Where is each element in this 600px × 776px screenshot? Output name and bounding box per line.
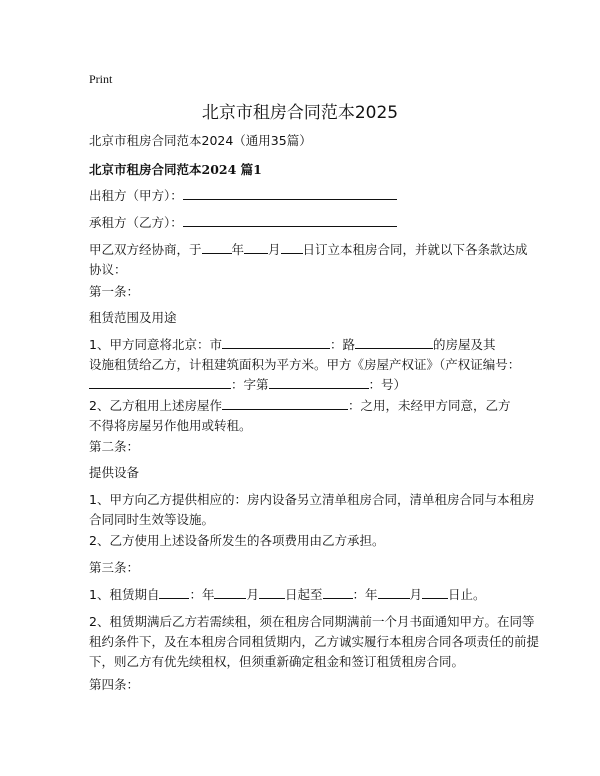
clause-1-1-text-e: ：号） bbox=[368, 377, 407, 392]
print-link[interactable]: Print bbox=[89, 72, 113, 86]
lessee-blank[interactable] bbox=[183, 213, 397, 227]
lessee-line bbox=[89, 213, 529, 233]
intro-paragraph bbox=[89, 240, 529, 280]
document-title: 北京市租房合同范本2025 bbox=[201, 103, 399, 123]
intro-text-c: 月 bbox=[268, 242, 281, 257]
clause-3-1 bbox=[89, 585, 529, 605]
article-2-heading: 第二条： bbox=[89, 439, 140, 454]
certificate-number-blank[interactable] bbox=[89, 375, 231, 389]
clause-3-1-text-c: 月 bbox=[246, 587, 259, 602]
intro-text-a: 甲乙双方经协商，于 bbox=[89, 242, 202, 257]
intro-day-blank[interactable] bbox=[281, 240, 303, 254]
city-blank[interactable] bbox=[222, 335, 330, 349]
end-month-blank[interactable] bbox=[378, 585, 410, 599]
clause-3-1-text-b: ：年 bbox=[189, 587, 215, 602]
clause-2-2: 2、乙方使用上述设备所发生的各项费用由乙方承担。 bbox=[89, 533, 385, 548]
start-month-blank[interactable] bbox=[214, 585, 246, 599]
clause-3-1-text-g: 日止。 bbox=[448, 587, 486, 602]
intro-text-b: 年 bbox=[231, 242, 245, 257]
clause-1-2-text-a: 2、乙方租用上述房屋作 bbox=[89, 398, 222, 413]
intro-year-blank[interactable] bbox=[202, 240, 232, 254]
document-subtitle: 北京市租房合同范本2024（通用35篇） bbox=[89, 133, 312, 148]
clause-3-1-text-d: 日起至 bbox=[284, 587, 323, 602]
clause-2-1-line2: 合同同时生效等设施。 bbox=[89, 512, 215, 527]
clause-2-1 bbox=[89, 490, 535, 530]
clause-3-2-line2: 租约条件下，及在本租房合同租赁期内，乙方诚实履行本租房合同各项责任的前提 bbox=[89, 634, 540, 649]
lessee-label: 承租方（乙方）： bbox=[89, 215, 183, 230]
article-1-title: 租赁范围及用途 bbox=[89, 310, 177, 325]
clause-1-1-text-c: 的房屋及其 bbox=[432, 337, 496, 352]
start-day-blank[interactable] bbox=[259, 585, 285, 599]
lessor-blank[interactable] bbox=[183, 186, 397, 200]
intro-month-blank[interactable] bbox=[244, 240, 268, 254]
road-blank[interactable] bbox=[355, 335, 433, 349]
clause-3-2-line1: 2、租赁期满后乙方若需续租，须在租房合同期满前一个月书面通知甲方。在同等 bbox=[89, 614, 535, 629]
section-heading: 北京市租房合同范本2024 篇1 bbox=[89, 162, 262, 177]
end-day-blank[interactable] bbox=[422, 585, 448, 599]
certificate-serial-blank[interactable] bbox=[269, 375, 369, 389]
article-1-heading: 第一条： bbox=[89, 284, 140, 299]
clause-1-1-text-b: ：路 bbox=[329, 337, 355, 352]
clause-3-2-line3: 下，则乙方有优先续租权，但须重新确定租金和签订租赁租房合同。 bbox=[89, 654, 465, 669]
clause-1-2 bbox=[89, 396, 529, 436]
clause-1-1-text-a: 1、甲方同意将北京：市 bbox=[89, 337, 222, 352]
clause-1-1-text-d: ：字第 bbox=[231, 377, 269, 392]
clause-2-1-line1: 1、甲方向乙方提供相应的：房内设备另立清单租房合同，清单租房合同与本租房 bbox=[89, 492, 535, 507]
start-year-blank[interactable] bbox=[159, 585, 189, 599]
clause-1-2-line2: 不得将房屋另作他用或转租。 bbox=[89, 418, 252, 433]
article-2-title: 提供设备 bbox=[89, 465, 140, 480]
intro-text-d: 日订立本租房合同，并就以下各条款达成 bbox=[302, 242, 528, 257]
lessor-label: 出租方（甲方）： bbox=[89, 188, 183, 203]
clause-3-1-text-f: 月 bbox=[409, 587, 423, 602]
clause-3-1-text-a: 1、租赁期自 bbox=[89, 587, 160, 602]
lessor-line bbox=[89, 186, 529, 206]
article-3-heading: 第三条： bbox=[89, 560, 140, 575]
clause-3-2 bbox=[89, 612, 540, 672]
clause-1-1-line2: 设施租赁给乙方，计租建筑面积为平方米。甲方《房屋产权证》（产权证编号： bbox=[89, 357, 521, 372]
clause-3-1-text-e: ：年 bbox=[352, 587, 378, 602]
clause-1-1 bbox=[89, 335, 529, 395]
clause-1-2-text-b: ：之用，未经甲方同意，乙方 bbox=[347, 398, 511, 413]
article-4-heading: 第四条： bbox=[89, 677, 140, 692]
end-year-blank[interactable] bbox=[323, 585, 353, 599]
intro-text-line2: 协议： bbox=[89, 262, 127, 277]
usage-blank[interactable] bbox=[222, 396, 348, 410]
